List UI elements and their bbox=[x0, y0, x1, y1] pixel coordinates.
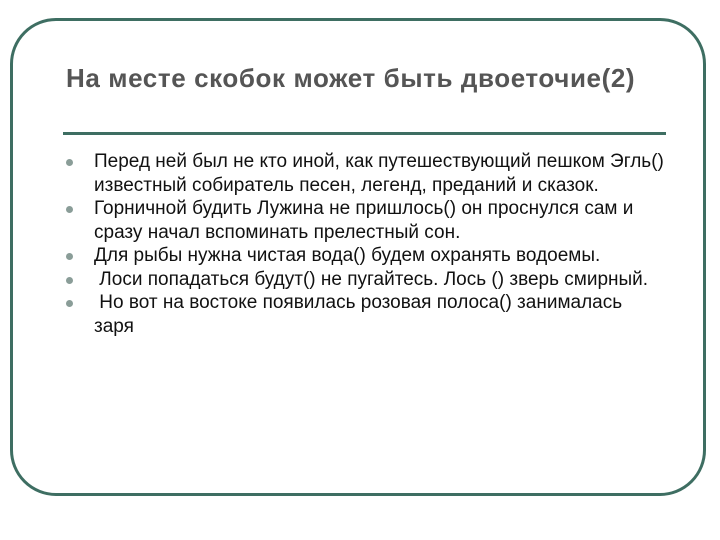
bullet-text: Для рыбы нужна чистая вода() будем охранять водоемы. bbox=[94, 245, 601, 266]
bullet-item-1 bbox=[66, 150, 666, 197]
bullet-text: Лоси попадаться будут() не пугайтесь. Лось () зверь смирный. bbox=[94, 268, 649, 290]
bullet-text: Но вот на востоке появилась розовая полоса() занималась заря bbox=[94, 292, 628, 337]
bullet-dot-icon bbox=[66, 300, 73, 307]
bullet-list bbox=[66, 150, 666, 338]
bullet-item-2 bbox=[66, 197, 666, 244]
title-divider bbox=[63, 132, 666, 135]
bullet-dot-icon bbox=[66, 206, 73, 213]
bullet-dot-icon bbox=[66, 277, 73, 284]
bullet-text: Перед ней был не кто иной, как путешествующий пешком Эгль() известный собиратель песен, легенд, преданий и сказок. bbox=[94, 151, 664, 196]
bullet-dot-icon bbox=[66, 159, 73, 166]
bullet-dot-icon bbox=[66, 253, 73, 260]
slide-title: На месте скобок может быть двоеточие(2) bbox=[66, 63, 636, 93]
bullet-item-3 bbox=[66, 244, 666, 268]
bullet-text: Горничной будить Лужина не пришлось() он проснулся сам и сразу начал вспоминать прелестный сон. bbox=[94, 198, 634, 243]
bullet-item-5 bbox=[66, 291, 666, 338]
bullet-item-4 bbox=[66, 268, 666, 292]
